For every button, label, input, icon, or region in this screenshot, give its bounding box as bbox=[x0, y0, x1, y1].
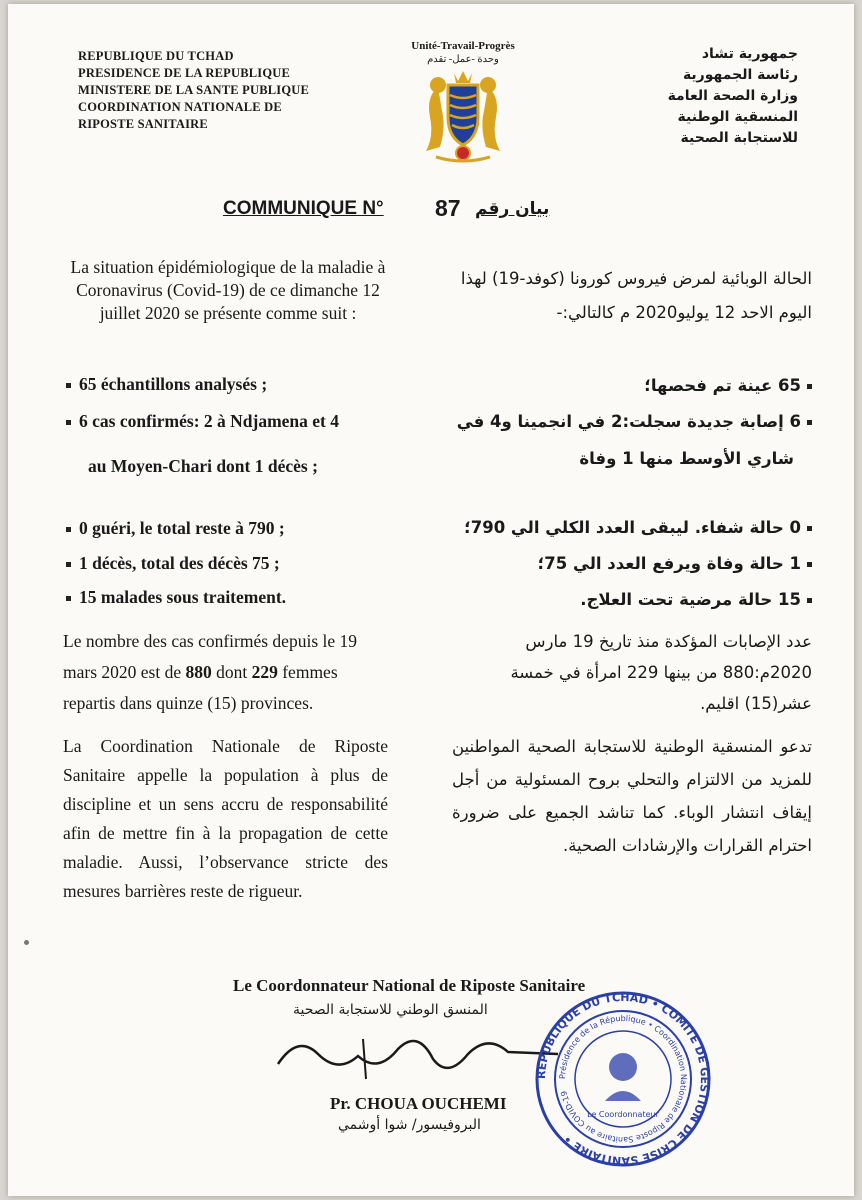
bullet-icon bbox=[66, 527, 71, 532]
fr-intro: La situation épidémiologique de la maladie à Coronavirus (Covid-19) de ce dimanche 12 juillet 2020 se présente comme suit : bbox=[70, 257, 386, 323]
ar-bullet bbox=[644, 376, 812, 395]
title-fr: COMMUNIQUE N° bbox=[223, 198, 384, 219]
bullet-icon bbox=[66, 383, 71, 388]
header-center bbox=[388, 40, 538, 172]
fr-appeal-paragraph: La Coordination Nationale de Riposte Sanitaire appelle la population à plus de discipline et un sens accru de responsabilité afin de mettre fin à la propagation de cette maladie. Aussi, l’observance stricte des mesures barrières reste de rigueur. bbox=[63, 736, 388, 901]
bullet-icon bbox=[807, 562, 812, 567]
fr-total-text: femmes repartis dans quinze (15) provinces. bbox=[63, 662, 338, 713]
ar-bullet bbox=[457, 412, 812, 431]
fr-bullet bbox=[66, 553, 280, 574]
header-right-line: رئاسة الجمهورية bbox=[682, 67, 798, 83]
bullet-icon bbox=[66, 596, 71, 601]
ar-bullet-continuation: شاري الأوسط منها 1 وفاة bbox=[579, 449, 794, 468]
bullet-icon bbox=[807, 598, 812, 603]
header-right-line: جمهورية تشاد bbox=[701, 46, 798, 62]
ar-bullet-text: 0 حالة شفاء. ليبقى العدد الكلي الي 790؛ bbox=[464, 518, 801, 537]
signatory-title-fr: Le Coordonnateur National de Riposte Sanitaire bbox=[233, 976, 586, 995]
coat-of-arms-icon bbox=[408, 67, 518, 167]
signatory-title-ar: المنسق الوطني للاستجابة الصحية bbox=[293, 1002, 488, 1018]
ar-appeal-paragraph: تدعو المنسقية الوطنية للاستجابة الصحية المواطنين للمزيد من الالتزام والتحلي بروح المسئولية من أجل إيقاف انتشار الوباء. كما تناشد الجميع على ضرورة احترام القرارات والإرشادات الصحية. bbox=[452, 737, 812, 855]
fr-bullet-text: 65 échantillons analysés ; bbox=[79, 374, 268, 394]
fr-bullet bbox=[66, 587, 286, 608]
bullet-icon bbox=[66, 420, 71, 425]
header-right-line: وزارة الصحة العامة bbox=[667, 88, 798, 104]
bullet-icon bbox=[807, 420, 812, 425]
ar-total-paragraph: عدد الإصابات المؤكدة منذ تاريخ 19 مارس 2020م:880 من بينها 229 امرأة في خمسة عشر(15) اقليم. bbox=[510, 632, 812, 713]
title-ar: بيان رقم bbox=[475, 199, 550, 219]
header-left-line: COORDINATION NATIONALE DE bbox=[78, 100, 282, 114]
fr-bullet bbox=[66, 374, 267, 395]
bullet-icon bbox=[807, 384, 812, 389]
motto-ar: وحدة -عمل- تقدم bbox=[427, 54, 499, 65]
fr-bullet-text: 6 cas confirmés: 2 à Ndjamena et 4 bbox=[79, 411, 340, 431]
fr-total-paragraph bbox=[63, 626, 393, 719]
svg-text:Le Coordonnateur: Le Coordonnateur bbox=[587, 1110, 659, 1119]
svg-text:Présidence de la République •: Présidence de la République • Coordination Nationale de Riposte Sanitaire au COVID-19 bbox=[557, 1013, 689, 1145]
signatory-name-ar: البروفيسور/ شوا أوشمي bbox=[338, 1117, 481, 1133]
header-right-line: للاستجابة الصحية bbox=[680, 130, 798, 146]
header-left-line: MINISTERE DE LA SANTE PUBLIQUE bbox=[78, 83, 310, 97]
fr-bullet-text: 15 malades sous traitement. bbox=[79, 587, 287, 607]
motto-fr: Unité-Travail-Progrès bbox=[411, 40, 515, 52]
bullet-icon bbox=[66, 562, 71, 567]
fr-total-880: 880 bbox=[185, 662, 212, 682]
fr-bullet bbox=[66, 411, 339, 432]
header-right-line: المنسقية الوطنية bbox=[677, 109, 798, 125]
official-stamp-icon bbox=[533, 989, 713, 1169]
ar-bullet-text: 15 حالة مرضية تحت العلاج. bbox=[580, 590, 801, 609]
fr-bullet-continuation: au Moyen-Chari dont 1 décès ; bbox=[88, 456, 318, 476]
ar-bullet-text: 6 إصابة جديدة سجلت:2 في انجمينا و4 في bbox=[456, 412, 801, 431]
fr-total-229: 229 bbox=[251, 662, 278, 682]
fr-bullet bbox=[66, 518, 285, 539]
handwritten-signature-icon bbox=[268, 1024, 568, 1084]
header-left-line: RIPOSTE SANITAIRE bbox=[78, 117, 208, 131]
header-left bbox=[78, 48, 309, 133]
ar-bullet bbox=[464, 518, 812, 537]
header-left-line: REPUBLIQUE DU TCHAD bbox=[78, 49, 234, 63]
fr-total-text: Le nombre des cas confirmés depuis le 19 mars 2020 est de bbox=[63, 631, 358, 682]
communique-number: 87 bbox=[435, 195, 461, 221]
document-page bbox=[8, 4, 854, 1196]
svg-text:REPUBLIQUE DU TCHAD • COMITE D: REPUBLIQUE DU TCHAD • COMITE DE GESTION DE CRISE SANITAIRE • bbox=[534, 990, 712, 1168]
fr-bullet-text: 0 guéri, le total reste à 790 ; bbox=[79, 518, 285, 538]
ar-bullet-text: 65 عينة تم فحصها؛ bbox=[644, 376, 801, 395]
ar-bullet-text: 1 حالة وفاة ويرفع العدد الي 75؛ bbox=[537, 554, 801, 573]
ar-bullet bbox=[538, 554, 812, 573]
bullet-icon bbox=[807, 526, 812, 531]
ar-bullet bbox=[580, 590, 812, 609]
fr-total-text: dont bbox=[211, 662, 252, 682]
ar-intro: الحالة الوبائية لمرض فيروس كورونا (كوفد-19) لهذا اليوم الاحد 12 يوليو2020 م كالتالي:- bbox=[460, 269, 812, 322]
header-right bbox=[668, 44, 798, 149]
fr-bullet-text: 1 décès, total des décès 75 ; bbox=[79, 553, 280, 573]
page-mark bbox=[24, 940, 29, 945]
header-left-line: PRESIDENCE DE LA REPUBLIQUE bbox=[78, 66, 291, 80]
signatory-name-fr: Pr. CHOUA OUCHEMI bbox=[330, 1094, 507, 1113]
